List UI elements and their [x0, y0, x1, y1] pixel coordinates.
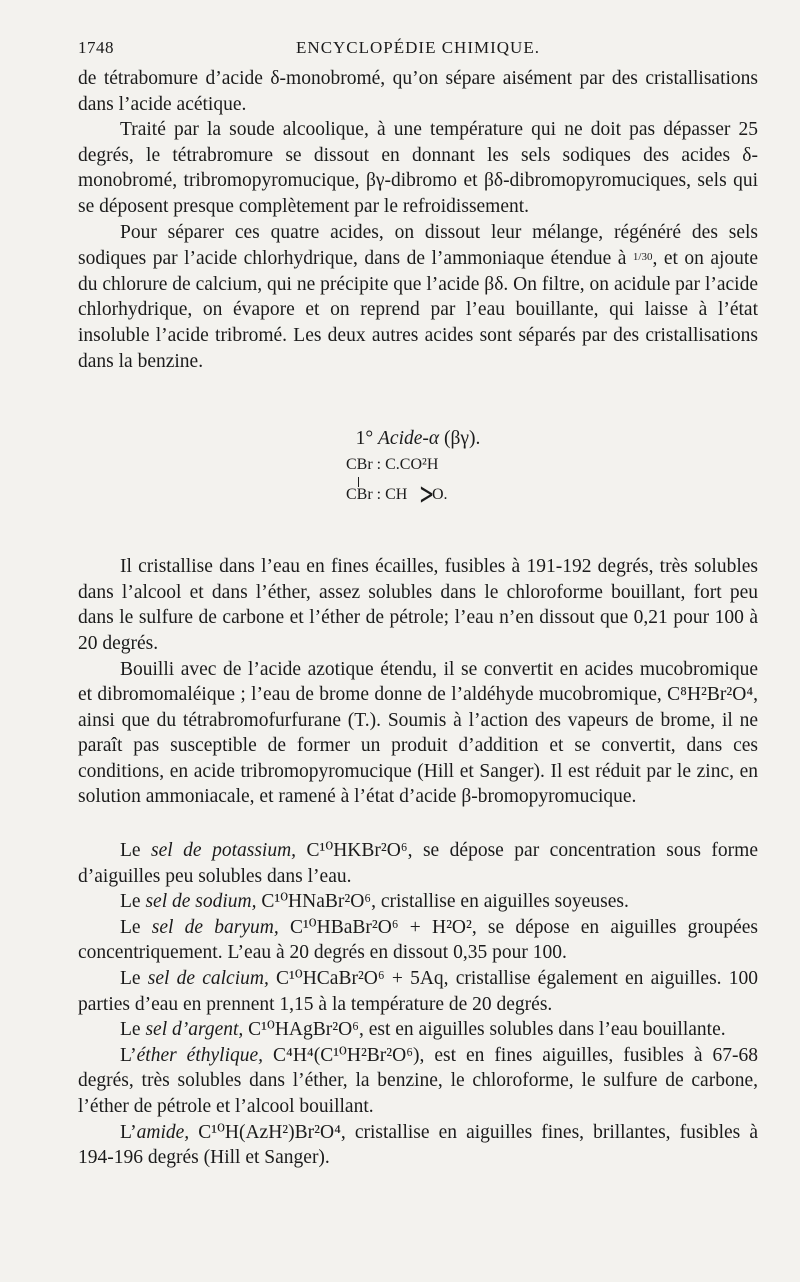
- salt-formula: C¹⁰HCaBr²O⁶ + 5Aq: [276, 968, 444, 990]
- section-heading: Acide-α: [378, 428, 440, 450]
- structural-formula: [346, 456, 546, 514]
- running-title: ENCYCLOPÉDIE CHIMIQUE.: [296, 38, 540, 57]
- paragraph: Il cristallise dans l’eau en fines écailles, fusibles à 191-192 degrés, très solubles dans l’alcool et dans l’éther, assez solubles dans le chloroforme bouillant, fort peu dans le sulfure de carbone et l’éther de pétrole; l’eau n’en dissout que 0,21 pour 100 à 20 degrés.: [78, 556, 758, 654]
- salt-entry: [78, 889, 758, 915]
- salt-description: , cristallise en aiguilles soyeuses.: [371, 891, 629, 913]
- chemical-formula: C⁸H²Br²O⁴: [667, 684, 754, 706]
- salt-entry: [78, 838, 758, 889]
- formula-line: CBr : C.CO²H: [346, 456, 439, 474]
- salt-name: sel de potassium,: [151, 840, 297, 862]
- salts-list: [78, 838, 758, 1171]
- salt-name: amide,: [136, 1121, 190, 1143]
- salt-entry: [78, 915, 758, 966]
- paragraph: Traité par la soude alcoolique, à une température qui ne doit pas dépasser 25 degrés, le tétrabromure se dissout en donnant les sels sodiques des acides δ-monobromé, tribromopyromucique, βγ-dibromo et βδ-dibromopyromuciques, sels qui se déposent presque complètement par le refroidissement.: [78, 119, 758, 217]
- salt-entry: [78, 1043, 758, 1120]
- salt-description: , se dépose par concentration sous forme d’aiguilles peu solubles dans l’eau.: [78, 840, 758, 887]
- salt-name: sel de baryum,: [151, 916, 279, 938]
- salt-description: , cristallise en aiguilles fines, brillantes, fusibles à 194-196 degrés (Hill et Sanger).: [78, 1121, 759, 1169]
- salt-description: , se dépose en aiguilles groupées concentriquement. L’eau à 20 degrés en dissout 0,35 pour 100.: [78, 916, 759, 964]
- salt-name: sel d’argent,: [145, 1019, 244, 1041]
- salt-prefix: L’: [120, 1044, 137, 1066]
- salt-name: sel de sodium,: [145, 891, 257, 913]
- paragraph-text: , ainsi que du tétrabromofurfurane (T.). Soumis à l’action des vapeurs de brome, il ne paraît pas susceptible de former un produit d’addition et se convertit, dans ces conditions, en acide tribromopyromucique (Hill et Sanger). Il est réduit par le zinc, en solution ammoniacale, et ramené à l’état d’acide β-bromopyromucique.: [78, 684, 758, 808]
- salt-prefix: Le: [120, 916, 152, 938]
- salt-formula: C¹⁰HNaBr²O⁶: [261, 891, 372, 913]
- salt-prefix: L’: [120, 1121, 137, 1143]
- salt-description: , cristallise également en aiguilles. 100 parties d’eau en prennent 1,15 à la température de 20 degrés.: [78, 968, 758, 1015]
- fraction: 1/30: [632, 251, 653, 264]
- salt-prefix: Le: [120, 1019, 146, 1041]
- salt-formula: C¹⁰HKBr²O⁶: [306, 840, 408, 862]
- section-title: [78, 428, 758, 450]
- section-number: 1°: [355, 428, 374, 450]
- paragraph: [78, 220, 758, 375]
- salt-formula: C⁴H⁴(C¹⁰H²Br²O⁶): [273, 1044, 420, 1066]
- salt-name: sel de calcium,: [147, 968, 269, 990]
- salt-entry: [78, 1017, 758, 1043]
- formula-line: CBr : CH: [346, 486, 408, 504]
- page-number: 1748: [78, 38, 114, 57]
- section-suffix: (βγ).: [444, 428, 481, 450]
- paragraph-text: , et on ajoute du chlorure de calcium, qui ne précipite que l’acide βδ. On filtre, on acidule par l’acide chlorhydrique, on évapore et on reprend par l’eau bouillante, qui laisse à l’état insoluble l’acide tribromé. Les deux autres acides sont séparés par des cristallisations dans la benzine.: [78, 248, 758, 372]
- salt-prefix: Le: [120, 840, 152, 862]
- salt-formula: C¹⁰HBaBr²O⁶ + H²O²: [289, 916, 472, 938]
- salt-prefix: Le: [120, 968, 148, 990]
- ring-bracket: >: [419, 477, 435, 513]
- paragraph: de tétrabomure d’acide δ-monobromé, qu’on sépare aisément par des cristallisations dans l’acide acétique.: [78, 68, 758, 115]
- oxygen-atom: O.: [432, 486, 448, 504]
- paragraph-text: Pour séparer ces quatre acides, on dissout leur mélange, régénéré des sels sodiques par l’acide chlorhydrique, dans de l’ammoniaque étendue à: [78, 221, 758, 270]
- page-header: [78, 38, 758, 66]
- salt-name: éther éthylique,: [136, 1044, 264, 1066]
- salt-entry: [78, 966, 758, 1017]
- salt-description: , est en fines aiguilles, fusibles à 67-68 degrés, très solubles dans l’éther, la benzine, le chloroforme, le sulfure de carbone, l’éther de pétrole et l’alcool bouillant.: [78, 1044, 758, 1117]
- salt-entry: [78, 1120, 758, 1171]
- salt-description: , est en aiguilles solubles dans l’eau bouillante.: [358, 1019, 726, 1041]
- salt-formula: C¹⁰H(AzH²)Br²O⁴: [198, 1121, 341, 1143]
- salt-prefix: Le: [120, 891, 146, 913]
- page-body: [78, 38, 758, 1171]
- salt-formula: C¹⁰HAgBr²O⁶: [248, 1019, 359, 1041]
- paragraph: [78, 657, 758, 811]
- paragraph-text: Bouilli avec de l’acide azotique étendu, il se convertit en acides mucobromique et dibromomaléique ; l’eau de brome donne de l’aldéhyde mucobromique,: [78, 658, 758, 706]
